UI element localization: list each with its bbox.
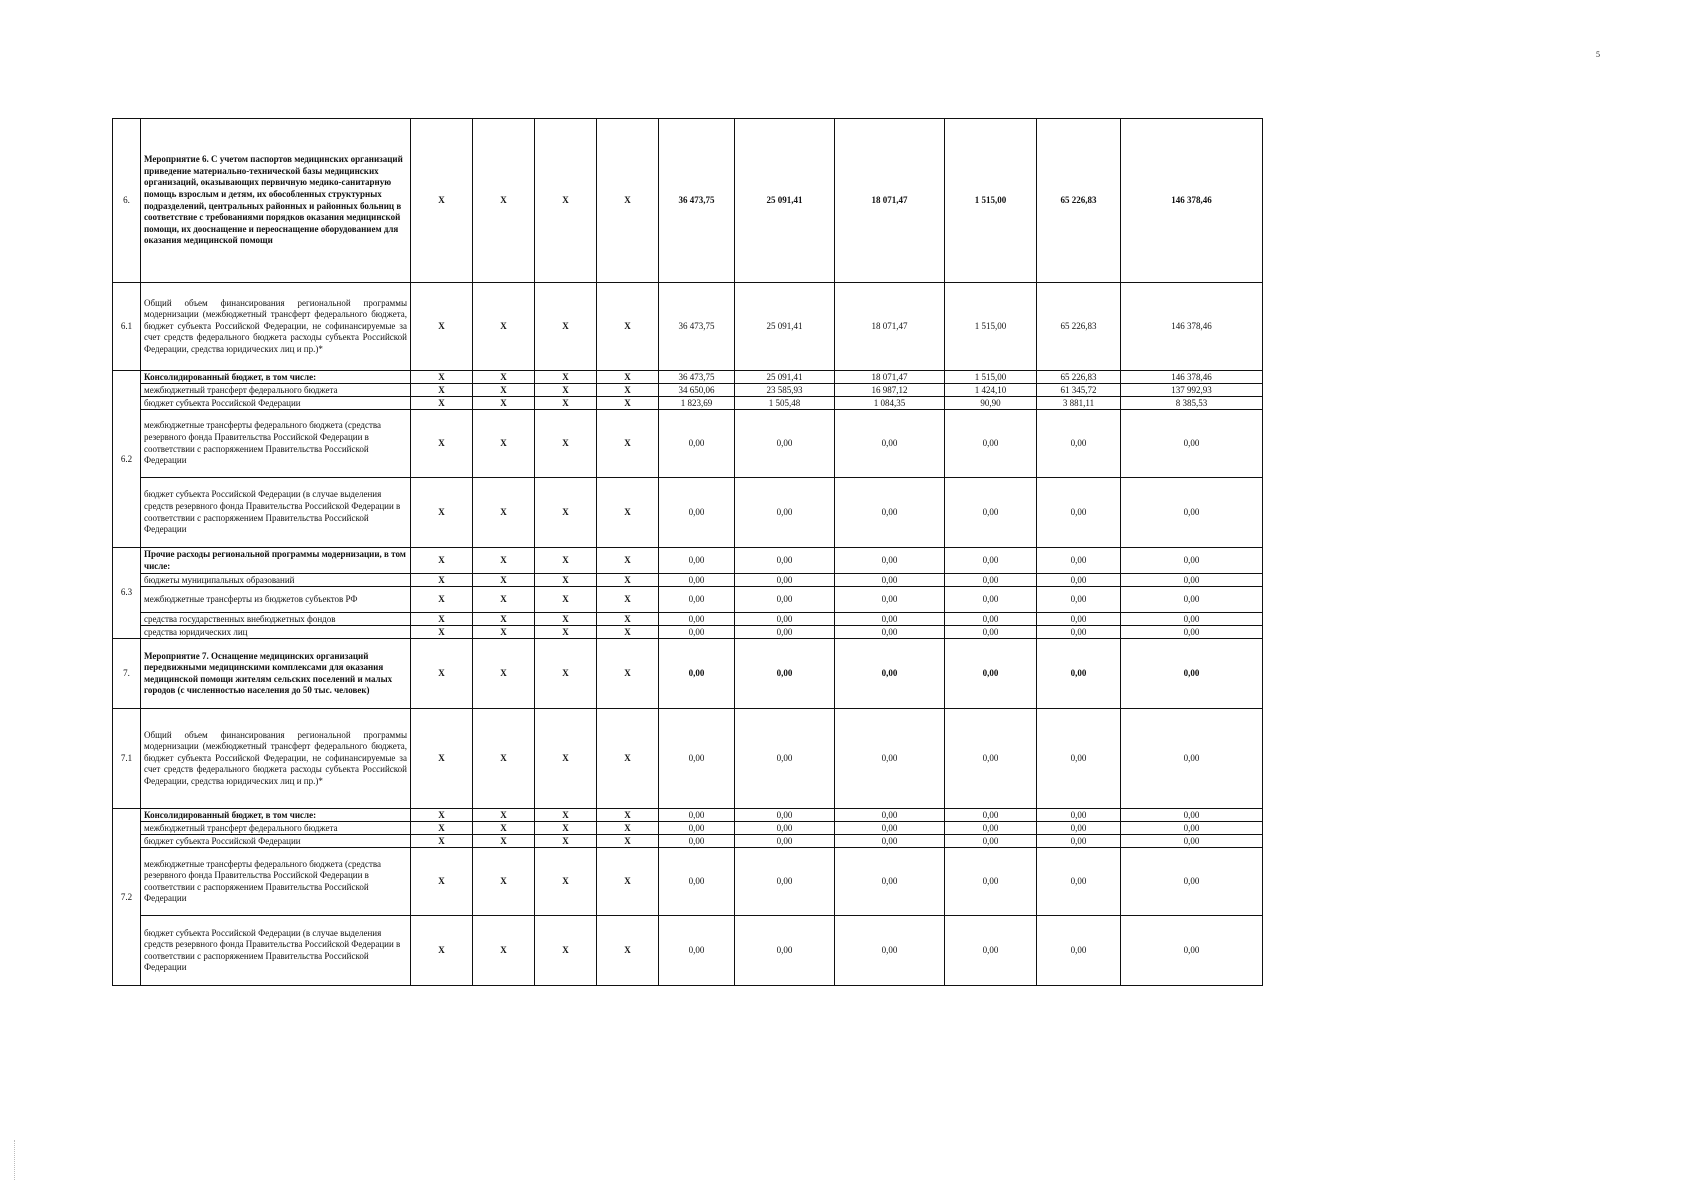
- description-cell: Общий объем финансирования региональной программы модернизации (межбюджетный трансферт федерального бюджета, бюджет субъекта Российской Федерации, не софинансируемые за счет средств федерального бюджета расходы субъекта Российской Федерации, средства юридических лиц и пр.)*: [141, 709, 411, 809]
- x-mark-cell: Х: [535, 639, 597, 709]
- amount-cell: 0,00: [659, 548, 735, 574]
- description-cell: бюджет субъекта Российской Федерации (в случае выделения средств резервного фонда Правительства Российской Федерации в соответствии с распоряжением Правительства Российской Федерации: [141, 916, 411, 986]
- amount-cell: 65 226,83: [1037, 119, 1121, 283]
- table-row: [113, 119, 1263, 283]
- x-mark-cell: Х: [535, 574, 597, 587]
- x-mark-cell: Х: [473, 639, 535, 709]
- x-mark-cell: Х: [411, 371, 473, 384]
- amount-cell: 0,00: [735, 574, 835, 587]
- description-cell: межбюджетные трансферты федерального бюджета (средства резервного фонда Правительства Российской Федерации в соответствии с распоряжением Правительства Российской Федерации: [141, 848, 411, 916]
- amount-cell: 0,00: [945, 626, 1037, 639]
- row-number-cell: 7.1: [113, 709, 141, 809]
- amount-cell: 25 091,41: [735, 119, 835, 283]
- x-mark-cell: Х: [597, 371, 659, 384]
- table-row: [113, 626, 1263, 639]
- table-row: [113, 822, 1263, 835]
- amount-cell: 0,00: [1121, 709, 1263, 809]
- amount-cell: 0,00: [945, 410, 1037, 478]
- amount-cell: 0,00: [1121, 916, 1263, 986]
- x-mark-cell: Х: [473, 626, 535, 639]
- table-row: [113, 639, 1263, 709]
- table-row: [113, 371, 1263, 384]
- amount-cell: 0,00: [659, 613, 735, 626]
- amount-cell: 23 585,93: [735, 384, 835, 397]
- amount-cell: 0,00: [735, 613, 835, 626]
- amount-cell: 0,00: [835, 809, 945, 822]
- x-mark-cell: Х: [473, 410, 535, 478]
- x-mark-cell: Х: [411, 822, 473, 835]
- amount-cell: 0,00: [735, 548, 835, 574]
- amount-cell: 0,00: [1037, 548, 1121, 574]
- amount-cell: 0,00: [1121, 809, 1263, 822]
- x-mark-cell: Х: [535, 371, 597, 384]
- amount-cell: 0,00: [1121, 626, 1263, 639]
- amount-cell: 0,00: [945, 822, 1037, 835]
- amount-cell: 1 424,10: [945, 384, 1037, 397]
- amount-cell: 0,00: [735, 709, 835, 809]
- amount-cell: 0,00: [659, 574, 735, 587]
- amount-cell: 0,00: [945, 835, 1037, 848]
- amount-cell: 1 515,00: [945, 119, 1037, 283]
- description-cell: межбюджетные трансферты федерального бюджета (средства резервного фонда Правительства Российской Федерации в соответствии с распоряжением Правительства Российской Федерации: [141, 410, 411, 478]
- table-row: [113, 478, 1263, 548]
- amount-cell: 1 823,69: [659, 397, 735, 410]
- amount-cell: 0,00: [1121, 639, 1263, 709]
- amount-cell: 0,00: [945, 587, 1037, 613]
- amount-cell: 0,00: [659, 587, 735, 613]
- amount-cell: 0,00: [835, 587, 945, 613]
- amount-cell: 0,00: [659, 809, 735, 822]
- amount-cell: 146 378,46: [1121, 119, 1263, 283]
- x-mark-cell: Х: [473, 916, 535, 986]
- description-cell: Мероприятие 6. С учетом паспортов медицинских организаций приведение материально-технической базы медицинских организаций, оказывающих первичную медико-санитарную помощь взрослым и детям, их обособленных структурных подразделений, центральных районных и районных больниц в соответствие с требованиями порядков оказания медицинской помощи, их дооснащение и переоснащение оборудованием для оказания медицинской помощи: [141, 119, 411, 283]
- amount-cell: 0,00: [1121, 478, 1263, 548]
- amount-cell: 36 473,75: [659, 371, 735, 384]
- x-mark-cell: Х: [473, 587, 535, 613]
- amount-cell: 0,00: [945, 709, 1037, 809]
- amount-cell: 3 881,11: [1037, 397, 1121, 410]
- amount-cell: 8 385,53: [1121, 397, 1263, 410]
- x-mark-cell: Х: [473, 709, 535, 809]
- amount-cell: 0,00: [835, 626, 945, 639]
- x-mark-cell: Х: [597, 639, 659, 709]
- x-mark-cell: Х: [535, 119, 597, 283]
- description-cell: Консолидированный бюджет, в том числе:: [141, 809, 411, 822]
- amount-cell: 0,00: [659, 410, 735, 478]
- table-row: [113, 613, 1263, 626]
- x-mark-cell: Х: [597, 626, 659, 639]
- table-row: [113, 916, 1263, 986]
- amount-cell: 0,00: [1121, 613, 1263, 626]
- amount-cell: 0,00: [659, 848, 735, 916]
- amount-cell: 0,00: [835, 478, 945, 548]
- amount-cell: 90,90: [945, 397, 1037, 410]
- x-mark-cell: Х: [535, 384, 597, 397]
- x-mark-cell: Х: [473, 397, 535, 410]
- description-cell: Консолидированный бюджет, в том числе:: [141, 371, 411, 384]
- amount-cell: 0,00: [945, 478, 1037, 548]
- x-mark-cell: Х: [473, 371, 535, 384]
- amount-cell: 0,00: [1037, 626, 1121, 639]
- table-body: [113, 119, 1263, 986]
- amount-cell: 65 226,83: [1037, 371, 1121, 384]
- x-mark-cell: Х: [473, 548, 535, 574]
- amount-cell: 0,00: [1121, 848, 1263, 916]
- amount-cell: 1 515,00: [945, 283, 1037, 371]
- table-row: [113, 848, 1263, 916]
- amount-cell: 146 378,46: [1121, 283, 1263, 371]
- amount-cell: 0,00: [945, 639, 1037, 709]
- amount-cell: 36 473,75: [659, 283, 735, 371]
- amount-cell: 0,00: [735, 916, 835, 986]
- amount-cell: 0,00: [735, 809, 835, 822]
- amount-cell: 0,00: [1121, 835, 1263, 848]
- row-number-cell: 7.: [113, 639, 141, 709]
- x-mark-cell: Х: [473, 809, 535, 822]
- amount-cell: 0,00: [835, 574, 945, 587]
- x-mark-cell: Х: [473, 848, 535, 916]
- x-mark-cell: Х: [597, 119, 659, 283]
- amount-cell: 1 084,35: [835, 397, 945, 410]
- amount-cell: 0,00: [835, 410, 945, 478]
- x-mark-cell: Х: [597, 574, 659, 587]
- amount-cell: 0,00: [835, 848, 945, 916]
- table-row: [113, 283, 1263, 371]
- x-mark-cell: Х: [411, 835, 473, 848]
- description-cell: Прочие расходы региональной программы модернизации, в том числе:: [141, 548, 411, 574]
- x-mark-cell: Х: [535, 397, 597, 410]
- x-mark-cell: Х: [411, 916, 473, 986]
- amount-cell: 0,00: [1037, 848, 1121, 916]
- amount-cell: 0,00: [1037, 478, 1121, 548]
- amount-cell: 0,00: [945, 574, 1037, 587]
- description-cell: Общий объем финансирования региональной программы модернизации (межбюджетный трансферт федерального бюджета, бюджет субъекта Российской Федерации, не софинансируемые за счет средств федерального бюджета расходы субъекта Российской Федерации, средства юридических лиц и пр.)*: [141, 283, 411, 371]
- x-mark-cell: Х: [597, 478, 659, 548]
- amount-cell: 0,00: [1121, 822, 1263, 835]
- x-mark-cell: Х: [535, 478, 597, 548]
- x-mark-cell: Х: [411, 283, 473, 371]
- description-cell: Мероприятие 7. Оснащение медицинских организаций передвижными медицинскими комплексами для оказания медицинской помощи жителям сельских поселений и малых городов (с численностью населения до 50 тыс. человек): [141, 639, 411, 709]
- row-number-cell: 6.3: [113, 548, 141, 639]
- amount-cell: 0,00: [1121, 574, 1263, 587]
- x-mark-cell: Х: [535, 410, 597, 478]
- page-number: 5: [1596, 50, 1600, 59]
- x-mark-cell: Х: [411, 587, 473, 613]
- x-mark-cell: Х: [411, 626, 473, 639]
- x-mark-cell: Х: [411, 410, 473, 478]
- x-mark-cell: Х: [473, 283, 535, 371]
- x-mark-cell: Х: [597, 822, 659, 835]
- row-number-cell: 6.: [113, 119, 141, 283]
- amount-cell: 0,00: [1037, 639, 1121, 709]
- amount-cell: 0,00: [1037, 709, 1121, 809]
- description-cell: межбюджетный трансферт федерального бюджета: [141, 384, 411, 397]
- row-number-cell: 6.1: [113, 283, 141, 371]
- x-mark-cell: Х: [597, 835, 659, 848]
- table-row: [113, 574, 1263, 587]
- x-mark-cell: Х: [597, 709, 659, 809]
- amount-cell: 0,00: [735, 587, 835, 613]
- x-mark-cell: Х: [473, 613, 535, 626]
- amount-cell: 18 071,47: [835, 371, 945, 384]
- x-mark-cell: Х: [597, 397, 659, 410]
- x-mark-cell: Х: [411, 613, 473, 626]
- amount-cell: 0,00: [945, 613, 1037, 626]
- table-row: [113, 809, 1263, 822]
- amount-cell: 25 091,41: [735, 283, 835, 371]
- x-mark-cell: Х: [535, 626, 597, 639]
- description-cell: бюджет субъекта Российской Федерации: [141, 397, 411, 410]
- amount-cell: 0,00: [945, 548, 1037, 574]
- x-mark-cell: Х: [473, 478, 535, 548]
- amount-cell: 18 071,47: [835, 283, 945, 371]
- table-row: [113, 835, 1263, 848]
- description-cell: бюджет субъекта Российской Федерации (в случае выделения средств резервного фонда Правительства Российской Федерации в соответствии с распоряжением Правительства Российской Федерации: [141, 478, 411, 548]
- x-mark-cell: Х: [597, 613, 659, 626]
- amount-cell: 18 071,47: [835, 119, 945, 283]
- amount-cell: 0,00: [1121, 587, 1263, 613]
- amount-cell: 65 226,83: [1037, 283, 1121, 371]
- financing-table: [112, 118, 1263, 986]
- amount-cell: 34 650,06: [659, 384, 735, 397]
- amount-cell: 0,00: [659, 626, 735, 639]
- x-mark-cell: Х: [411, 119, 473, 283]
- amount-cell: 1 505,48: [735, 397, 835, 410]
- amount-cell: 0,00: [945, 848, 1037, 916]
- amount-cell: 0,00: [1121, 548, 1263, 574]
- amount-cell: 146 378,46: [1121, 371, 1263, 384]
- table-row: [113, 397, 1263, 410]
- x-mark-cell: Х: [535, 848, 597, 916]
- amount-cell: 0,00: [659, 478, 735, 548]
- x-mark-cell: Х: [535, 709, 597, 809]
- amount-cell: 25 091,41: [735, 371, 835, 384]
- amount-cell: 36 473,75: [659, 119, 735, 283]
- binding-holes-mark: [14, 1140, 17, 1180]
- amount-cell: 137 992,93: [1121, 384, 1263, 397]
- table-row: [113, 587, 1263, 613]
- row-number-cell: 7.2: [113, 809, 141, 986]
- amount-cell: 0,00: [659, 639, 735, 709]
- x-mark-cell: Х: [597, 410, 659, 478]
- amount-cell: 16 987,12: [835, 384, 945, 397]
- table-row: [113, 410, 1263, 478]
- amount-cell: 0,00: [659, 916, 735, 986]
- table-row: [113, 709, 1263, 809]
- x-mark-cell: Х: [535, 916, 597, 986]
- amount-cell: 0,00: [1037, 916, 1121, 986]
- x-mark-cell: Х: [411, 639, 473, 709]
- amount-cell: 0,00: [735, 835, 835, 848]
- amount-cell: 0,00: [1121, 410, 1263, 478]
- x-mark-cell: Х: [535, 809, 597, 822]
- amount-cell: 0,00: [1037, 809, 1121, 822]
- x-mark-cell: Х: [411, 809, 473, 822]
- x-mark-cell: Х: [597, 848, 659, 916]
- x-mark-cell: Х: [411, 478, 473, 548]
- x-mark-cell: Х: [473, 384, 535, 397]
- amount-cell: 0,00: [1037, 835, 1121, 848]
- description-cell: средства юридических лиц: [141, 626, 411, 639]
- x-mark-cell: Х: [411, 384, 473, 397]
- x-mark-cell: Х: [535, 835, 597, 848]
- amount-cell: 0,00: [835, 709, 945, 809]
- x-mark-cell: Х: [411, 848, 473, 916]
- amount-cell: 1 515,00: [945, 371, 1037, 384]
- x-mark-cell: Х: [473, 835, 535, 848]
- description-cell: бюджет субъекта Российской Федерации: [141, 835, 411, 848]
- amount-cell: 0,00: [659, 822, 735, 835]
- x-mark-cell: Х: [535, 613, 597, 626]
- x-mark-cell: Х: [597, 548, 659, 574]
- amount-cell: 0,00: [735, 639, 835, 709]
- description-cell: средства государственных внебюджетных фондов: [141, 613, 411, 626]
- amount-cell: 0,00: [735, 410, 835, 478]
- x-mark-cell: Х: [535, 587, 597, 613]
- description-cell: бюджеты муниципальных образований: [141, 574, 411, 587]
- x-mark-cell: Х: [411, 397, 473, 410]
- x-mark-cell: Х: [411, 548, 473, 574]
- x-mark-cell: Х: [597, 809, 659, 822]
- amount-cell: 0,00: [659, 835, 735, 848]
- amount-cell: 0,00: [1037, 587, 1121, 613]
- amount-cell: 0,00: [835, 835, 945, 848]
- x-mark-cell: Х: [535, 822, 597, 835]
- amount-cell: 0,00: [1037, 822, 1121, 835]
- table-row: [113, 384, 1263, 397]
- row-number-cell: 6.2: [113, 371, 141, 548]
- x-mark-cell: Х: [473, 574, 535, 587]
- x-mark-cell: Х: [597, 283, 659, 371]
- amount-cell: 0,00: [835, 639, 945, 709]
- x-mark-cell: Х: [473, 822, 535, 835]
- amount-cell: 0,00: [835, 613, 945, 626]
- amount-cell: 0,00: [735, 822, 835, 835]
- x-mark-cell: Х: [411, 709, 473, 809]
- table-row: [113, 548, 1263, 574]
- amount-cell: 0,00: [945, 916, 1037, 986]
- x-mark-cell: Х: [597, 916, 659, 986]
- x-mark-cell: Х: [473, 119, 535, 283]
- amount-cell: 0,00: [1037, 410, 1121, 478]
- amount-cell: 0,00: [659, 709, 735, 809]
- amount-cell: 0,00: [835, 916, 945, 986]
- amount-cell: 0,00: [835, 822, 945, 835]
- x-mark-cell: Х: [597, 384, 659, 397]
- amount-cell: 0,00: [735, 848, 835, 916]
- amount-cell: 0,00: [945, 809, 1037, 822]
- amount-cell: 61 345,72: [1037, 384, 1121, 397]
- amount-cell: 0,00: [1037, 574, 1121, 587]
- description-cell: межбюджетные трансферты из бюджетов субъектов РФ: [141, 587, 411, 613]
- x-mark-cell: Х: [535, 548, 597, 574]
- x-mark-cell: Х: [597, 587, 659, 613]
- description-cell: межбюджетный трансферт федерального бюджета: [141, 822, 411, 835]
- amount-cell: 0,00: [1037, 613, 1121, 626]
- amount-cell: 0,00: [835, 548, 945, 574]
- amount-cell: 0,00: [735, 626, 835, 639]
- x-mark-cell: Х: [535, 283, 597, 371]
- amount-cell: 0,00: [735, 478, 835, 548]
- x-mark-cell: Х: [411, 574, 473, 587]
